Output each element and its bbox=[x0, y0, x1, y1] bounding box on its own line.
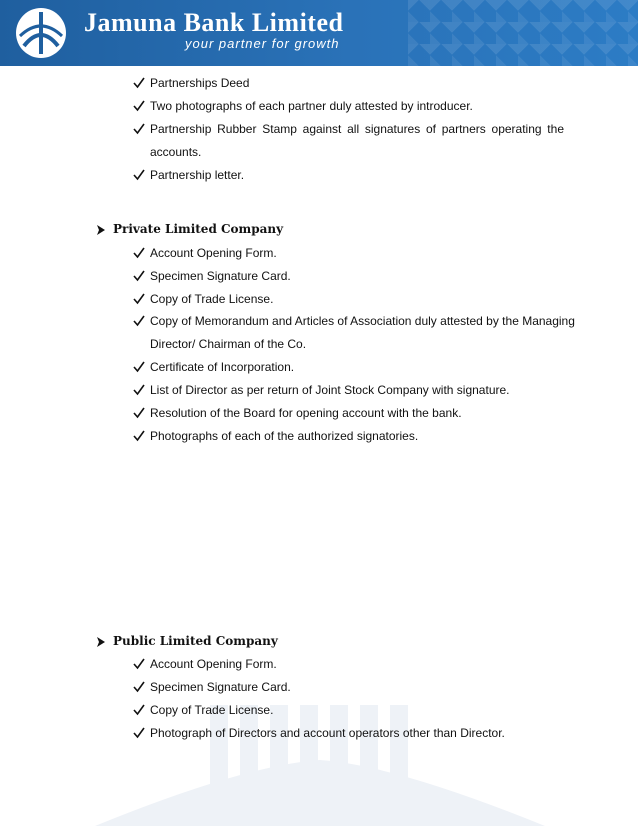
private-company-item: Resolution of the Board for opening account with the bank. bbox=[150, 406, 462, 420]
partnership-item: Partnership Rubber Stamp against all signatures of partners operating the bbox=[150, 122, 564, 136]
checkmark-icon bbox=[132, 269, 146, 283]
public-company-item: Account Opening Form. bbox=[150, 657, 277, 671]
checkmark-icon bbox=[132, 76, 146, 90]
public-company-heading: Public Limited Company bbox=[113, 634, 278, 648]
private-company-item: Copy of Trade License. bbox=[150, 292, 274, 306]
checkmark-icon bbox=[132, 657, 146, 671]
checkmark-icon bbox=[132, 680, 146, 694]
checkmark-icon bbox=[132, 360, 146, 374]
arrow-bullet-icon bbox=[94, 223, 108, 237]
partnership-item-continued: accounts. bbox=[150, 145, 202, 159]
public-company-item: Copy of Trade License. bbox=[150, 703, 274, 717]
arrow-bullet-icon bbox=[94, 635, 108, 649]
private-company-item: Specimen Signature Card. bbox=[150, 269, 291, 283]
checkmark-icon bbox=[132, 703, 146, 717]
private-company-item: Account Opening Form. bbox=[150, 246, 277, 260]
checkmark-icon bbox=[132, 99, 146, 113]
public-company-item: Photograph of Directors and account operators other than Director. bbox=[150, 726, 505, 740]
brand-tagline: your partner for growth bbox=[185, 36, 340, 51]
checkmark-icon bbox=[132, 726, 146, 740]
private-company-heading: Private Limited Company bbox=[113, 222, 284, 236]
checkmark-icon bbox=[132, 168, 146, 182]
private-company-item: Photographs of each of the authorized signatories. bbox=[150, 429, 419, 443]
checkmark-icon bbox=[132, 383, 146, 397]
checkmark-icon bbox=[132, 429, 146, 443]
partnership-item: Partnership letter. bbox=[150, 168, 245, 182]
jamuna-bank-logo bbox=[12, 6, 70, 60]
banner-pattern bbox=[408, 0, 638, 66]
private-company-item: List of Director as per return of Joint Stock Company with signature. bbox=[150, 383, 510, 397]
checkmark-icon bbox=[132, 122, 146, 136]
checkmark-icon bbox=[132, 292, 146, 306]
private-company-item: Certificate of Incorporation. bbox=[150, 360, 295, 374]
watermark-logo bbox=[95, 705, 545, 826]
checkmark-icon bbox=[132, 406, 146, 420]
partnership-item: Two photographs of each partner duly attested by introducer. bbox=[150, 99, 473, 113]
checkmark-icon bbox=[132, 246, 146, 260]
private-company-item: Copy of Memorandum and Articles of Association duly attested by the Managing bbox=[150, 314, 575, 328]
checkmark-icon bbox=[132, 314, 146, 328]
public-company-item: Specimen Signature Card. bbox=[150, 680, 291, 694]
header-banner bbox=[0, 0, 638, 66]
private-company-item-continued: Director/ Chairman of the Co. bbox=[150, 337, 307, 351]
partnership-item: Partnerships Deed bbox=[150, 76, 250, 90]
brand-name: Jamuna Bank Limited bbox=[84, 8, 344, 37]
